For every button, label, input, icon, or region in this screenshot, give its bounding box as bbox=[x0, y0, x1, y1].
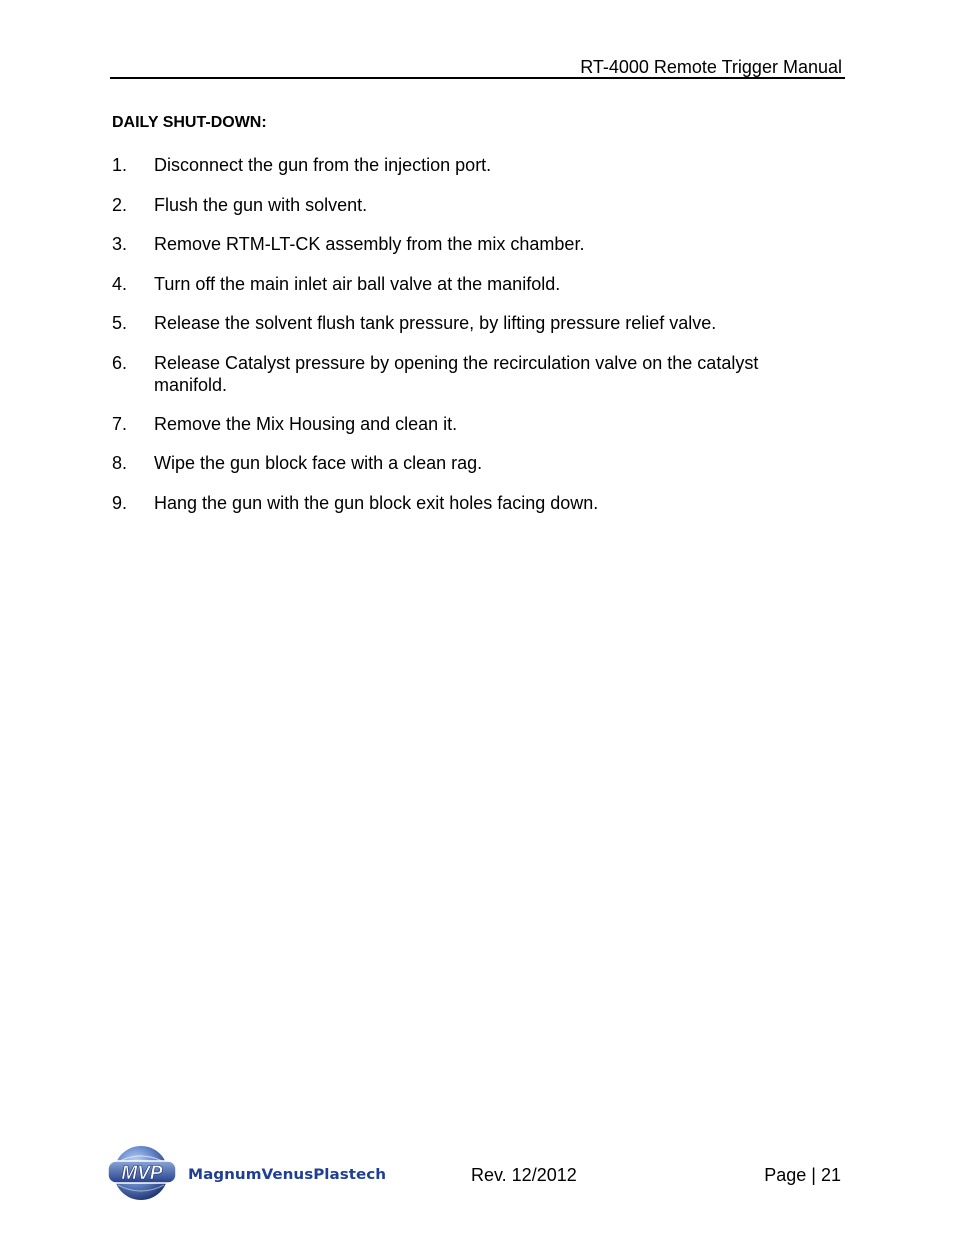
list-item bbox=[112, 273, 812, 295]
list-item bbox=[112, 154, 812, 176]
step-text: Hang the gun with the gun block exit holes facing down. bbox=[154, 493, 599, 513]
section-heading: DAILY SHUT-DOWN: bbox=[112, 114, 267, 131]
step-number: 2. bbox=[112, 195, 128, 215]
page-number: Page | 21 bbox=[764, 1165, 841, 1185]
step-number: 7. bbox=[112, 414, 128, 434]
step-number: 3. bbox=[112, 234, 128, 254]
step-text: Release the solvent flush tank pressure, by lifting pressure relief valve. bbox=[154, 313, 717, 333]
step-number: 5. bbox=[112, 313, 128, 333]
document-title: RT-4000 Remote Trigger Manual bbox=[580, 57, 842, 77]
step-text: Wipe the gun block face with a clean rag. bbox=[154, 453, 483, 473]
step-number: 8. bbox=[112, 453, 128, 473]
header-divider bbox=[110, 77, 845, 79]
list-item bbox=[112, 233, 812, 255]
step-number: 6. bbox=[112, 353, 128, 373]
list-item bbox=[112, 413, 812, 435]
logo-wordmark: MagnumVenusPlastech bbox=[188, 1167, 386, 1183]
revision-date: Rev. 12/2012 bbox=[471, 1165, 577, 1185]
step-text: Release Catalyst pressure by opening the recirculation valve on the catalyst manifold. bbox=[154, 353, 759, 395]
list-item bbox=[112, 452, 812, 474]
logo-mark: MVP bbox=[121, 1163, 163, 1184]
step-text: Remove the Mix Housing and clean it. bbox=[154, 414, 458, 434]
company-logo bbox=[106, 1145, 396, 1201]
step-text: Remove RTM-LT-CK assembly from the mix chamber. bbox=[154, 234, 585, 254]
step-number: 9. bbox=[112, 493, 128, 513]
step-text: Turn off the main inlet air ball valve at the manifold. bbox=[154, 274, 561, 294]
step-number: 4. bbox=[112, 274, 128, 294]
list-item bbox=[112, 352, 812, 396]
step-text: Disconnect the gun from the injection port. bbox=[154, 155, 492, 175]
step-text: Flush the gun with solvent. bbox=[154, 195, 368, 215]
step-number: 1. bbox=[112, 155, 128, 175]
list-item bbox=[112, 492, 812, 514]
list-item bbox=[112, 312, 812, 334]
list-item bbox=[112, 194, 812, 216]
